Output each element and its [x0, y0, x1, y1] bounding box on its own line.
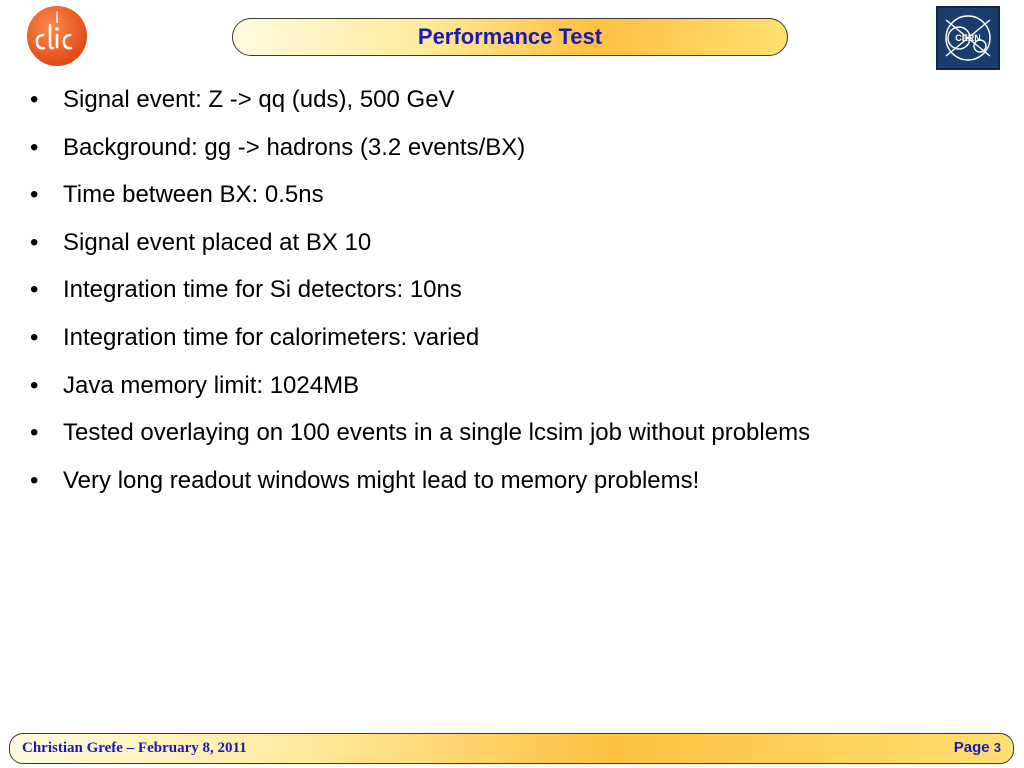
- bullet-text: Tested overlaying on 100 events in a single lcsim job without problems: [63, 419, 811, 447]
- cern-logo: [936, 6, 1000, 70]
- bullet-text: Signal event: Z -> qq (uds), 500 GeV: [63, 86, 455, 113]
- bullet-text: Signal event placed at BX 10: [63, 228, 372, 256]
- bullet-item: [30, 181, 1004, 229]
- bullet-marker: •: [30, 181, 39, 209]
- footer-bar: [9, 733, 1014, 764]
- bullet-item: [30, 229, 1004, 277]
- footer-page-indicator: [954, 739, 1001, 756]
- page-label: Page: [953, 739, 990, 756]
- bullet-marker: •: [30, 276, 39, 304]
- bullet-marker: •: [30, 323, 39, 351]
- clic-logo-icon: [26, 5, 88, 67]
- svg-text:CERN: CERN: [955, 33, 981, 43]
- bullet-text: Background: gg -> hadrons (3.2 events/BX): [63, 133, 526, 161]
- bullet-list: [30, 86, 1004, 514]
- bullet-text: Very long readout windows might lead to memory problems!: [63, 466, 700, 494]
- bullet-item: [30, 419, 1004, 467]
- title-bar: [232, 18, 788, 56]
- bullet-item: [30, 467, 1004, 515]
- bullet-item: [30, 276, 1004, 324]
- bullet-marker: •: [30, 228, 39, 256]
- bullet-marker: •: [30, 466, 39, 494]
- cern-logo-icon: [936, 6, 1000, 70]
- footer-author-date: Christian Grefe – February 8, 2011: [22, 740, 247, 756]
- bullet-marker: •: [30, 86, 39, 113]
- bullet-item: [30, 372, 1004, 420]
- bullet-text: Java memory limit: 1024MB: [63, 371, 360, 399]
- bullet-marker: •: [30, 419, 39, 447]
- bullet-item: [30, 324, 1004, 372]
- bullet-item: [30, 134, 1004, 182]
- bullet-marker: •: [30, 371, 39, 399]
- bullet-item: [30, 86, 1004, 134]
- bullet-text: Integration time for Si detectors: 10ns: [63, 276, 462, 304]
- slide-title: Performance Test: [417, 24, 603, 49]
- bullet-marker: •: [30, 133, 39, 161]
- bullet-text: Time between BX: 0.5ns: [63, 181, 324, 209]
- page-number: 3: [993, 740, 1001, 755]
- bullet-text: Integration time for calorimeters: varied: [63, 323, 480, 351]
- clic-logo: [26, 5, 88, 67]
